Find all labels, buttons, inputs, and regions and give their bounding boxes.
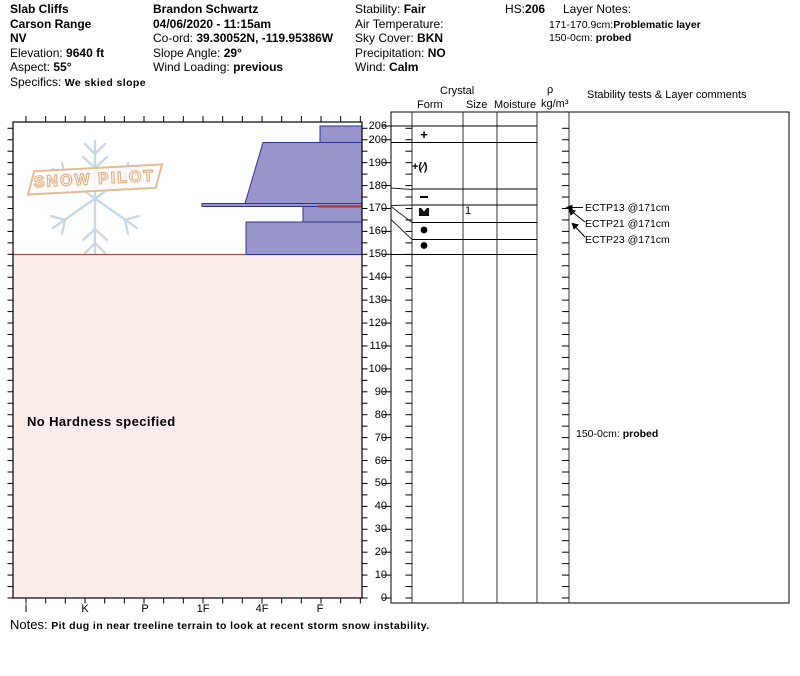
wind-loading-label: Wind Loading: [153,60,230,75]
depth-label: 170 [368,202,387,215]
data-panel-frame [391,112,789,603]
form-header: Form [417,99,443,111]
test-leader-arrowhead [572,223,580,230]
hardness-axis-label: P [141,603,149,615]
stability-label: Stability: [355,2,401,16]
depth-label: 80 [374,408,387,421]
sky-cover-value: BKN [417,31,444,46]
layer-note-range: 150-0cm: [549,31,593,44]
density-units-header: kg/m³ [541,98,569,110]
notes-text: Pit dug in near treeline terrain to look at recent storm snow instability. [51,620,430,632]
layer-note-range: 171-170.9cm: [549,19,614,31]
pit-datetime: 04/06/2020 - 11:15am [153,16,272,31]
probed-comment [576,428,658,440]
sky-cover-label: Sky Cover: [355,31,414,46]
specifics-label: Specifics: [10,74,62,89]
crystal-size-value: 1 [465,205,472,217]
slope-angle-value: 29° [223,45,242,60]
depth-label: 100 [368,362,387,375]
size-header: Size [466,99,488,111]
coord-value: 39.30052N, -119.95386W [196,31,334,46]
layer-polygon [320,126,362,143]
probed-text: probed [622,428,659,440]
stability-test-label: ECTP13 @171cm [585,201,670,214]
depth-label: 206 [368,120,387,132]
specifics-value: We skied slope [64,76,146,89]
aspect-label: Aspect: [10,60,51,75]
state: NV [10,31,27,46]
layer-notes-title: Layer Notes: [563,2,632,16]
crystal-header: Crystal [440,85,475,97]
precip-value: NO [427,45,446,60]
depth-label: 60 [374,454,387,467]
problematic-layer-marker [318,205,362,207]
crystal-form-symbol-dot [421,242,428,249]
hardness-axis-label: I [24,603,28,615]
depth-label: 200 [368,133,387,146]
notes-line [10,617,430,632]
aspect-value: 55° [53,60,72,75]
snowpilot-logo-text: SNOW PILOT [33,167,156,191]
probed-range: 150-0cm: [576,428,620,440]
stability-tests-header: Stability tests & Layer comments [587,89,747,101]
thin-layer-leader-line [391,205,412,206]
crystal-form-symbol: + [420,126,428,142]
moisture-header: Moisture [494,99,537,111]
hardness-axis-label: K [81,603,89,615]
depth-label: 50 [374,477,387,490]
coord-label: Co-ord: [153,31,194,46]
wind-value: Calm [389,60,419,75]
hardness-axis-label: 4F [255,603,269,615]
wind-loading-value: previous [233,60,284,75]
density-header: ρ [547,84,554,96]
depth-label: 40 [374,500,387,513]
slope-angle-label: Slope Angle: [153,45,221,60]
depth-label: 90 [374,385,387,398]
depth-label: 20 [374,546,387,559]
elevation-value: 9640 ft [66,45,105,60]
stability-value: Fair [403,2,426,16]
observer-name: Brandon Schwartz [153,2,259,16]
layer-polygon [303,207,362,223]
stability-test-label: ECTP21 @171cm [585,217,670,230]
pit-name: Slab Cliffs [10,2,69,16]
crystal-form-symbol-dash [420,196,428,198]
layer-polygon [246,222,362,255]
crystal-form-symbol-dot [421,227,428,234]
wind-label: Wind: [355,60,386,75]
hardness-axis-label: F [316,603,324,615]
depth-label: 130 [368,294,387,307]
notes-label: Notes: [10,617,48,632]
layer-note-text: probed [595,31,632,44]
layer-polygon [245,143,362,204]
test-leader-arrowhead [569,209,577,216]
elevation-label: Elevation: [10,45,63,60]
depth-label: 190 [368,156,387,169]
depth-label: 160 [368,225,387,238]
depth-label: 70 [374,431,387,444]
thin-layer-leader-line [391,220,412,240]
precip-label: Precipitation: [355,45,425,60]
no-hardness-label: No Hardness specified [27,414,176,429]
depth-label: 30 [374,523,387,536]
depth-label: 120 [368,317,387,330]
test-leader-line [573,213,585,223]
layer-note-text: Problematic layer [613,19,701,31]
depth-label: 110 [369,339,387,352]
mountain-range: Carson Range [10,16,92,31]
test-leader-line [575,227,585,238]
depth-label: 0 [380,592,387,604]
stability-test-label: ECTP23 @171cm [585,233,670,246]
crystal-form-symbol: +(∕) [412,161,428,173]
air-temp-label: Air Temperature: [355,16,444,31]
depth-label: 140 [368,271,387,284]
thin-layer-leader-line [391,188,412,190]
hs-value: 206 [525,2,546,16]
depth-label: 150 [368,248,387,261]
depth-label: 10 [374,569,387,582]
hardness-axis-label: 1F [196,603,210,615]
hs-label: HS: [505,2,526,16]
depth-label: 180 [368,179,387,192]
